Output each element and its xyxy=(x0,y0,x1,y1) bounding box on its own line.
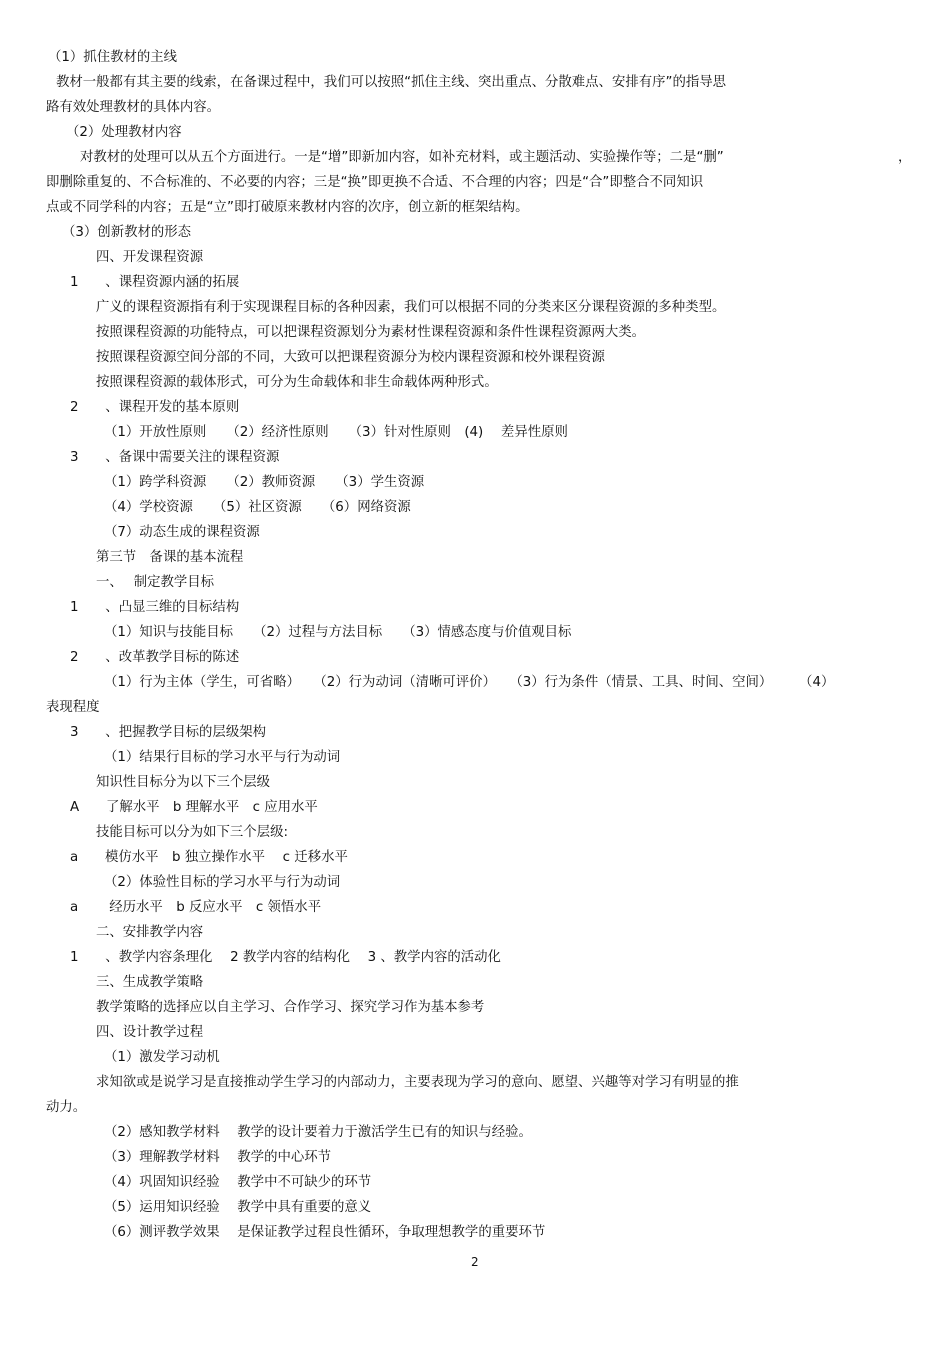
list-item: a 经历水平 b 反应水平 c 领悟水平 xyxy=(70,900,322,915)
list-heading: 1 、凸显三维的目标结构 xyxy=(70,600,240,615)
paragraph-line: 教学策略的选择应以自主学习、合作学习、探究学习作为基本参考 xyxy=(96,1000,485,1015)
paragraph-line: 按照课程资源空间分部的不同，大致可以把课程资源分为校内课程资源和校外课程资源 xyxy=(96,350,605,365)
list-item: a 模仿水平 b 独立操作水平 c 迁移水平 xyxy=(70,850,348,865)
section-heading: 四、设计教学过程 xyxy=(96,1025,204,1040)
list-heading: 2 、课程开发的基本原则 xyxy=(70,400,240,415)
stray-punctuation: ， xyxy=(898,150,912,165)
paragraph-line: 点或不同学科的内容；五是“立”即打破原来教材内容的次序，创立新的框架结构。 xyxy=(46,200,529,215)
list-item: （4）学校资源 （5）社区资源 （6）网络资源 xyxy=(104,500,411,515)
list-heading: 3 、把握教学目标的层级架构 xyxy=(70,725,266,740)
section-heading: 一、 制定教学目标 xyxy=(96,575,215,590)
list-item: （4）巩固知识经验 教学中不可缺少的环节 xyxy=(104,1175,372,1190)
list-item: （6）测评教学效果 是保证教学过程良性循环，争取理想教学的重要环节 xyxy=(104,1225,546,1240)
paragraph-line: 表现程度 xyxy=(46,700,100,715)
paragraph-line: 按照课程资源的载体形式，可分为生命载体和非生命载体两种形式。 xyxy=(96,375,498,390)
list-item: （1）开放性原则 （2）经济性原则 （3）针对性原则 (4) 差异性原则 xyxy=(104,425,568,440)
paragraph-line: 按照课程资源的功能特点，可以把课程资源划分为素材性课程资源和条件性课程资源两大类。 xyxy=(96,325,646,340)
list-item: （1）结果行目标的学习水平与行为动词 xyxy=(104,750,341,765)
paragraph-line: 即删除重复的、不合标准的、不必要的内容；三是“换”即更换不合适、不合理的内容；四是“合”即整合不同知识 xyxy=(46,175,704,190)
list-item: 1 、教学内容条理化 2 教学内容的结构化 3 、教学内容的活动化 xyxy=(70,950,501,965)
list-heading: 2 、改革教学目标的陈述 xyxy=(70,650,240,665)
list-item: （2）感知教学材料 教学的设计要着力于激活学生已有的知识与经验。 xyxy=(104,1125,532,1140)
paragraph-line: 技能目标可以分为如下三个层级: xyxy=(96,825,288,840)
list-item: （1）激发学习动机 xyxy=(104,1050,220,1065)
section-heading: 四、开发课程资源 xyxy=(96,250,204,265)
paragraph-line: 教材一般都有其主要的线索，在备课过程中，我们可以按照“抓住主线、突出重点、分散难点、安排有序”的指导思 xyxy=(56,75,727,90)
list-item: （7）动态生成的课程资源 xyxy=(104,525,260,540)
paragraph-line: 广义的课程资源指有利于实现课程目标的各种因素，我们可以根据不同的分类来区分课程资源的多种类型。 xyxy=(96,300,726,315)
heading-innovate-form: （3）创新教材的形态 xyxy=(62,225,192,240)
list-item: （2）体验性目标的学习水平与行为动词 xyxy=(104,875,341,890)
section-heading: 第三节 备课的基本流程 xyxy=(96,550,244,565)
list-item: （1）跨学科资源 （2）教师资源 （3）学生资源 xyxy=(104,475,425,490)
page-number: 2 xyxy=(471,1255,479,1269)
list-item: A 了解水平 b 理解水平 c 应用水平 xyxy=(70,800,318,815)
heading-process-content: （2）处理教材内容 xyxy=(66,125,182,140)
list-heading: 1 、课程资源内涵的拓展 xyxy=(70,275,240,290)
paragraph-line: 动力。 xyxy=(46,1100,87,1115)
paragraph-line: 路有效处理教材的具体内容。 xyxy=(46,100,221,115)
heading-grasp-mainline: （1）抓住教材的主线 xyxy=(48,50,178,65)
list-item: （5）运用知识经验 教学中具有重要的意义 xyxy=(104,1200,372,1215)
list-item: （3）理解教学材料 教学的中心环节 xyxy=(104,1150,332,1165)
list-heading: 3 、备课中需要关注的课程资源 xyxy=(70,450,280,465)
paragraph-line: 求知欲或是说学习是直接推动学生学习的内部动力，主要表现为学习的意向、愿望、兴趣等对学习有明显的推 xyxy=(96,1075,739,1090)
paragraph-line: 对教材的处理可以从五个方面进行。一是“增”即新加内容，如补充材料，或主题活动、实验操作等；二是“删” xyxy=(80,150,724,165)
list-item: （1）知识与技能目标 （2）过程与方法目标 （3）情感态度与价值观目标 xyxy=(104,625,572,640)
paragraph-line: 知识性目标分为以下三个层级 xyxy=(96,775,271,790)
section-heading: 三、生成教学策略 xyxy=(96,975,204,990)
list-item: （1）行为主体（学生，可省略） （2）行为动词（清晰可评价） （3）行为条件（情景、工具、时间、空间） （4） xyxy=(104,675,835,690)
section-heading: 二、安排教学内容 xyxy=(96,925,204,940)
